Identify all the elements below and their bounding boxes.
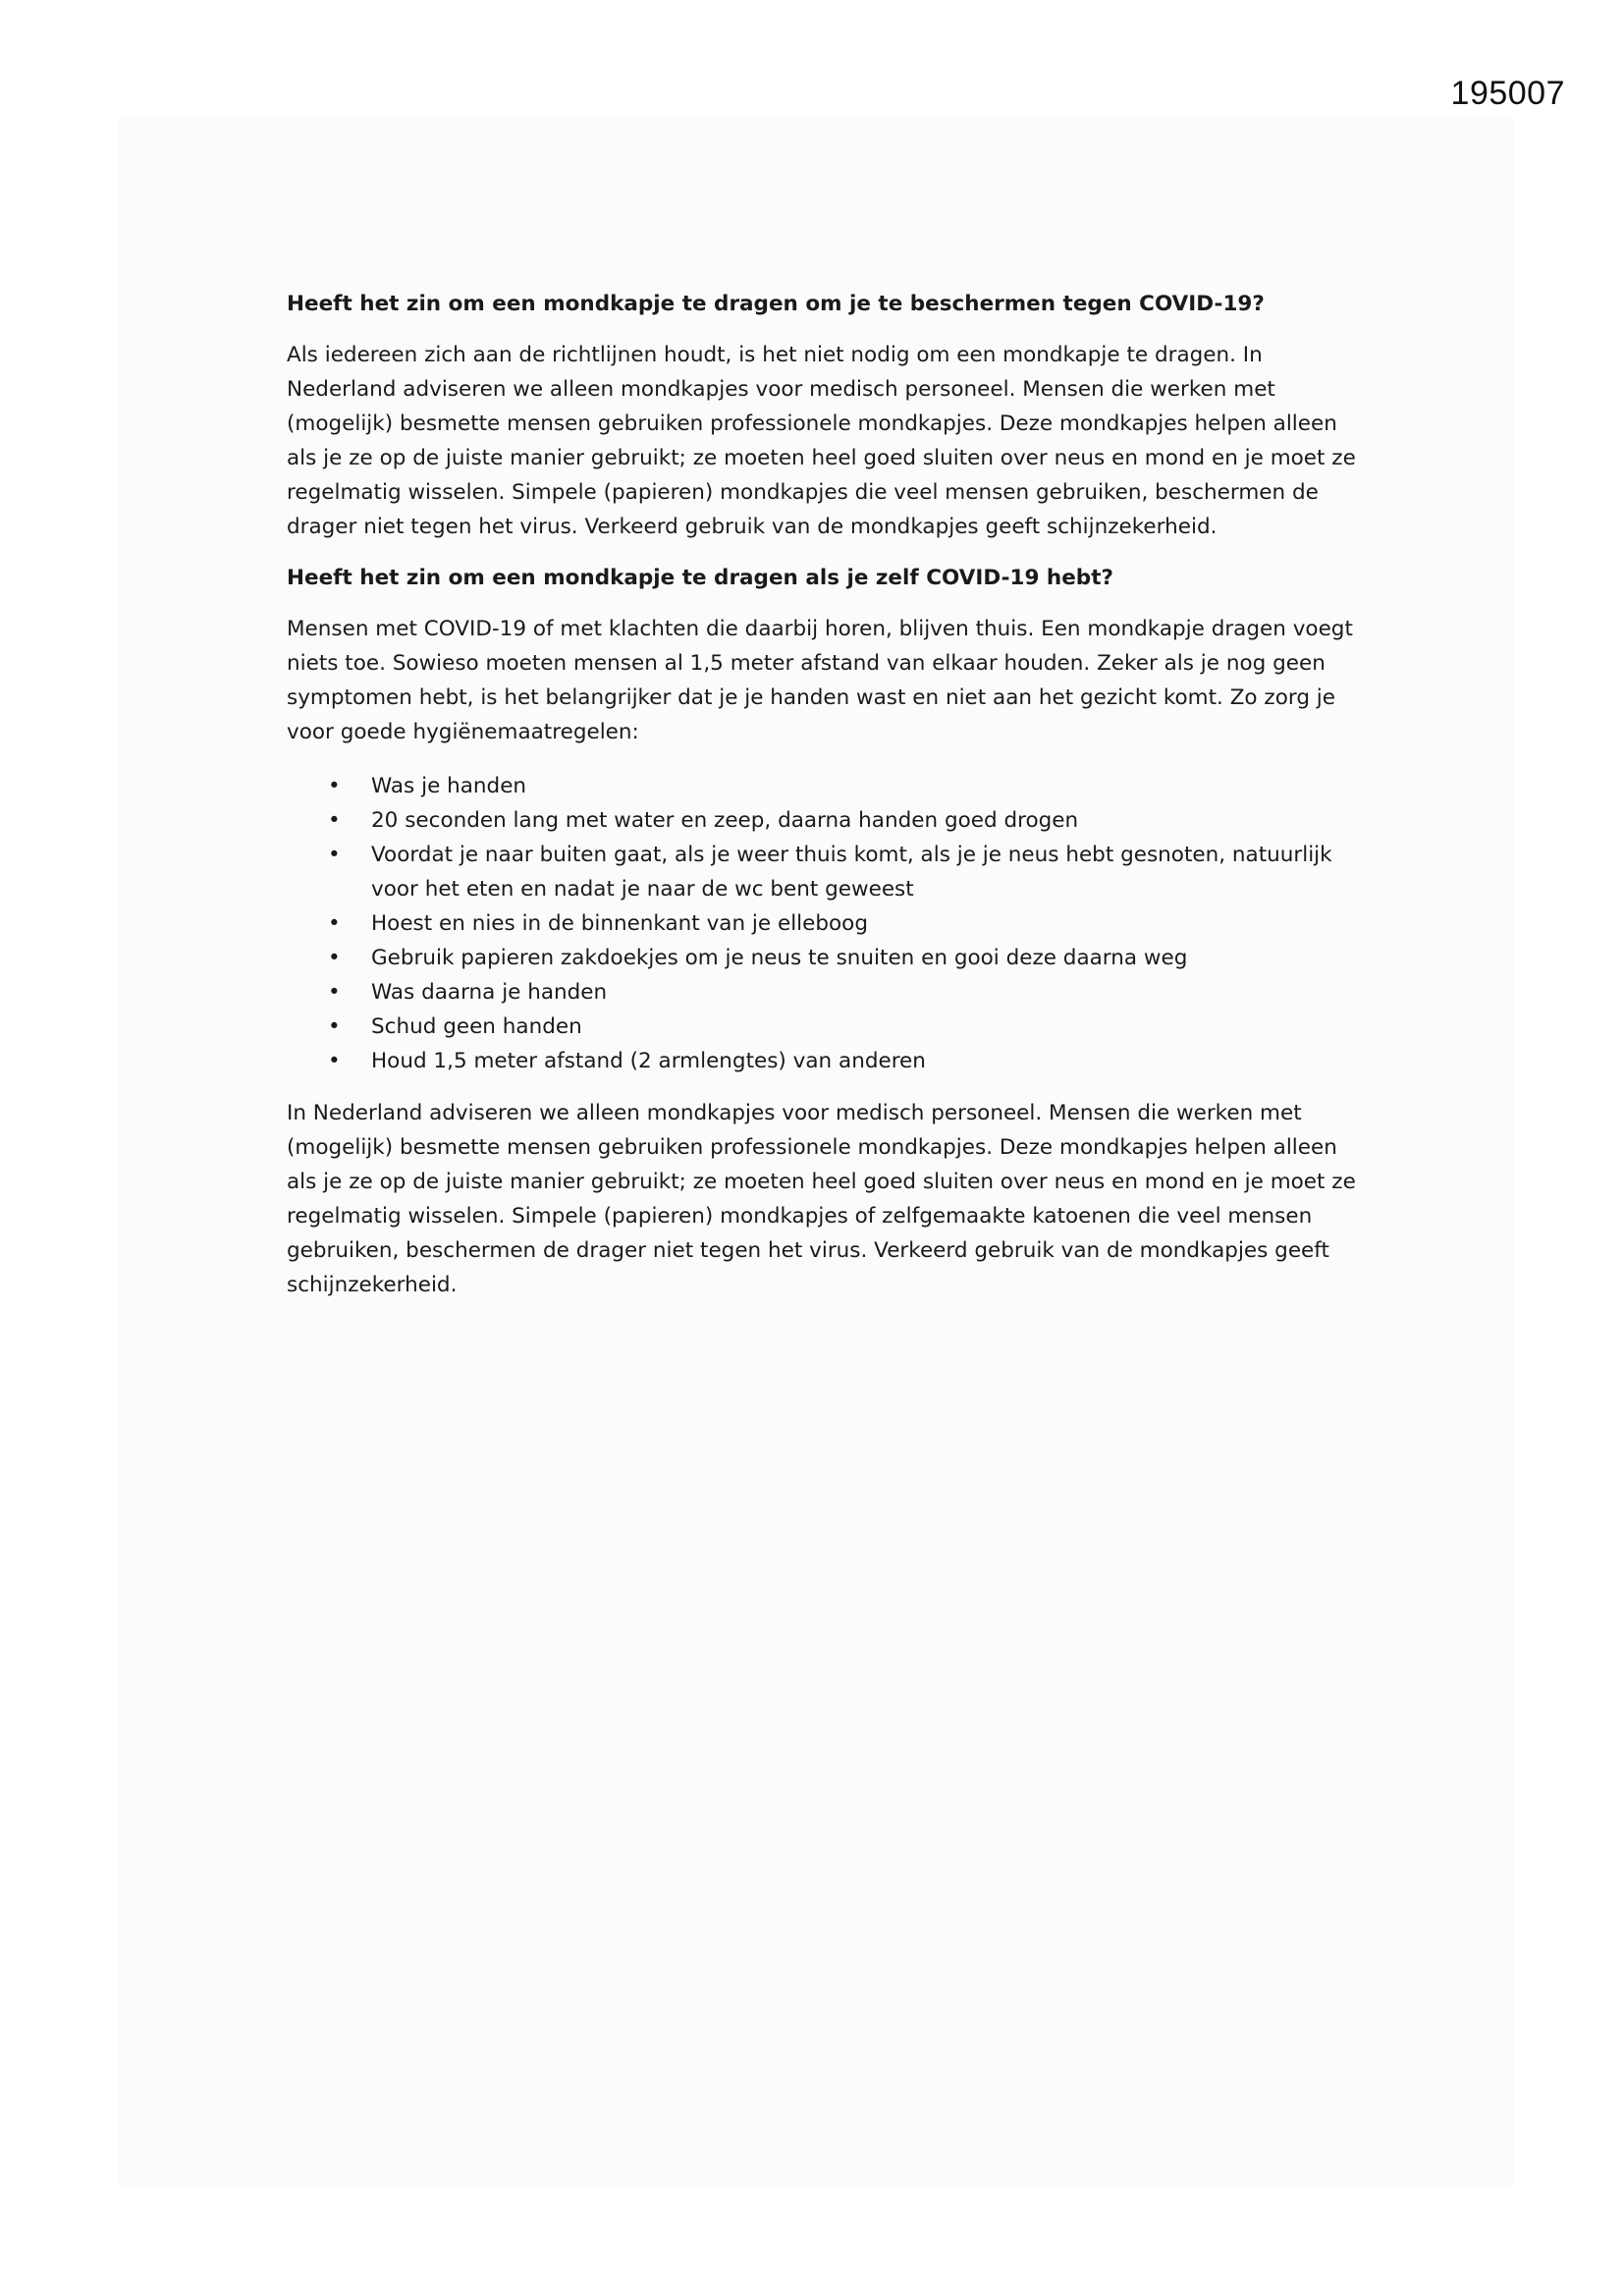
paragraph-line: (mogelijk) besmette mensen gebruiken professionele mondkapjes. Deze mondkapjes helpen alleen	[287, 411, 1337, 436]
paragraph-line: gebruiken, beschermen de drager niet tegen het virus. Verkeerd gebruik van de mondkapjes geeft	[287, 1238, 1329, 1263]
list-item-text: Gebruik papieren zakdoekjes om je neus te snuiten en gooi deze daarna weg	[371, 946, 1188, 970]
paragraph-line: symptomen hebt, is het belangrijker dat je je handen wast en niet aan het gezicht komt. Zo zorg je	[287, 685, 1336, 710]
list-item	[287, 838, 1357, 906]
list-item	[287, 769, 1357, 803]
paragraph-line: niets toe. Sowieso moeten mensen al 1,5 meter afstand van elkaar houden. Zeker als je nog geen	[287, 651, 1326, 676]
bullet-icon: •	[328, 946, 341, 970]
section-paragraph-2	[287, 612, 1357, 749]
bullet-icon: •	[328, 808, 341, 833]
list-item	[287, 803, 1357, 838]
bullet-icon: •	[328, 1049, 341, 1073]
list-item-text: Was daarna je handen	[371, 980, 608, 1005]
paragraph-line: schijnzekerheid.	[287, 1273, 458, 1297]
list-item	[287, 975, 1357, 1010]
list-item	[287, 941, 1357, 975]
hygiene-bullet-list	[287, 769, 1357, 1078]
paragraph-line: (mogelijk) besmette mensen gebruiken professionele mondkapjes. Deze mondkapjes helpen alleen	[287, 1135, 1337, 1160]
list-item-text: voor het eten en nadat je naar de wc bent geweest	[371, 877, 914, 902]
paragraph-line: als je ze op de juiste manier gebruikt; ze moeten heel goed sluiten over neus en mond en je moet ze	[287, 1170, 1356, 1194]
list-item-text: Hoest en nies in de binnenkant van je elleboog	[371, 911, 868, 936]
paragraph-line: Nederland adviseren we alleen mondkapjes voor medisch personeel. Mensen die werken met	[287, 377, 1275, 402]
list-item-text: Voordat je naar buiten gaat, als je weer thuis komt, als je je neus hebt gesnoten, natuurlijk	[371, 843, 1332, 867]
list-item-text: Schud geen handen	[371, 1014, 582, 1039]
paragraph-line: regelmatig wisselen. Simpele (papieren) mondkapjes die veel mensen gebruiken, beschermen de	[287, 480, 1319, 505]
paragraph-line: drager niet tegen het virus. Verkeerd gebruik van de mondkapjes geeft schijnzekerheid.	[287, 515, 1218, 539]
list-item-text: Was je handen	[371, 774, 527, 798]
closing-paragraph	[287, 1096, 1357, 1302]
section-paragraph-1	[287, 338, 1357, 544]
list-item	[287, 1010, 1357, 1044]
paragraph-line: Mensen met COVID-19 of met klachten die daarbij horen, blijven thuis. Een mondkapje dragen voegt	[287, 617, 1353, 641]
paragraph-line: regelmatig wisselen. Simpele (papieren) mondkapjes of zelfgemaakte katoenen die veel mensen	[287, 1204, 1313, 1229]
list-item	[287, 1044, 1357, 1078]
paragraph-line: als je ze op de juiste manier gebruikt; ze moeten heel goed sluiten over neus en mond en je moet ze	[287, 446, 1356, 470]
bullet-icon: •	[328, 1014, 341, 1039]
document-body	[287, 287, 1357, 1319]
bullet-icon: •	[328, 843, 341, 867]
paragraph-line: voor goede hygiënemaatregelen:	[287, 720, 639, 744]
list-item-text: Houd 1,5 meter afstand (2 armlengtes) van anderen	[371, 1049, 926, 1073]
section-heading-1: Heeft het zin om een mondkapje te dragen om je te beschermen tegen COVID-19?	[287, 292, 1265, 316]
bullet-icon: •	[328, 774, 341, 798]
list-item	[287, 906, 1357, 941]
list-item-text: 20 seconden lang met water en zeep, daarna handen goed drogen	[371, 808, 1079, 833]
paragraph-line: In Nederland adviseren we alleen mondkapjes voor medisch personeel. Mensen die werken met	[287, 1101, 1302, 1125]
paragraph-line: Als iedereen zich aan de richtlijnen houdt, is het niet nodig om een mondkapje te dragen. In	[287, 343, 1263, 367]
bullet-icon: •	[328, 980, 341, 1005]
bullet-icon: •	[328, 911, 341, 936]
document-id: 195007	[1450, 75, 1565, 112]
section-heading-2: Heeft het zin om een mondkapje te dragen als je zelf COVID-19 hebt?	[287, 566, 1113, 590]
